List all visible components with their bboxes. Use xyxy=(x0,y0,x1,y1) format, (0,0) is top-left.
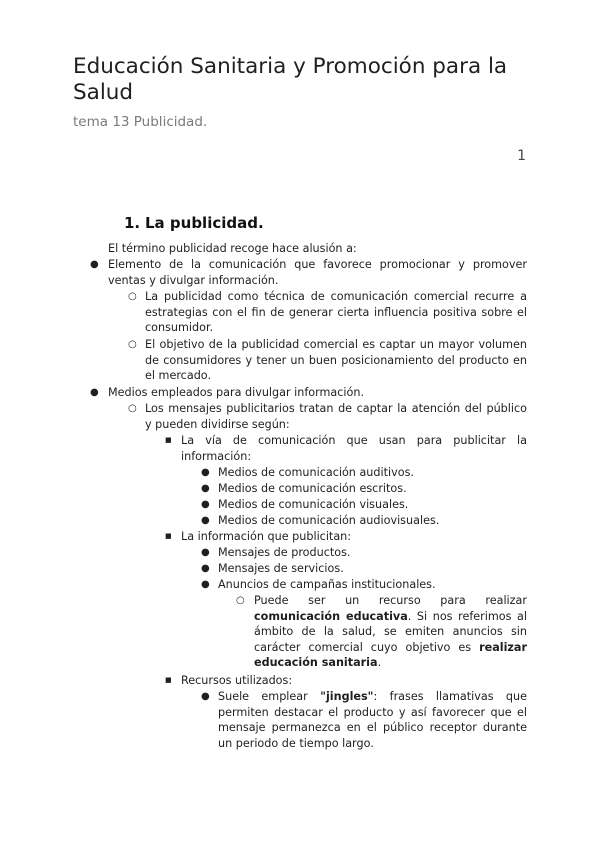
list-item: Medios de comunicación auditivos. xyxy=(218,466,414,479)
bullet-marker: ● xyxy=(201,515,210,526)
list-item: Mensajes de servicios. xyxy=(218,562,344,575)
document-title: Educación Sanitaria y Promoción para la Salud xyxy=(73,54,508,105)
bullet-marker: ○ xyxy=(236,595,245,606)
bullet-marker: ● xyxy=(201,547,210,558)
list-item: Medios de comunicación audiovisuales. xyxy=(218,514,440,527)
bullet-marker: ■ xyxy=(165,436,172,444)
bullet-marker: ● xyxy=(201,579,210,590)
bold-term: "jingles" xyxy=(320,690,374,703)
section-number: 1. xyxy=(124,214,141,232)
bullet-marker: ● xyxy=(201,563,210,574)
bullet-marker: ● xyxy=(201,467,210,478)
bullet-marker: ● xyxy=(201,483,210,494)
bold-term: realizar educación sanitaria xyxy=(254,640,527,669)
list-item: El objetivo de la publicidad comercial es captar un mayor volumen de consumidores y tener un buen posicionamiento del producto en el mercado. xyxy=(145,338,527,382)
section-title: La publicidad. xyxy=(145,214,264,232)
document-subtitle: tema 13 Publicidad. xyxy=(73,114,208,130)
list-item: Medios de comunicación escritos. xyxy=(218,482,407,495)
list-item: Medios de comunicación visuales. xyxy=(218,498,409,511)
list-item: Puede ser un recurso para realizar comunicación educativa. Si nos referimos al ámbito de la salud, se emiten anuncios sin carácter comercial cuyo objetivo es realizar educación sanitaria. xyxy=(254,594,527,669)
intro-text: El término publicidad recoge hace alusión a: xyxy=(108,242,357,255)
list-item: La información que publicitan: xyxy=(181,530,352,543)
bullet-marker: ● xyxy=(90,259,99,270)
list-item: Recursos utilizados: xyxy=(181,674,293,687)
bullet-marker: ■ xyxy=(165,532,172,540)
bullet-marker: ○ xyxy=(128,403,137,414)
list-item: La publicidad como técnica de comunicación comercial recurre a estrategias con el fin de generar cierta influencia positiva sobre el consumidor. xyxy=(145,290,527,334)
list-item: Medios empleados para divulgar información. xyxy=(108,386,365,399)
bullet-marker: ○ xyxy=(128,291,137,302)
bold-term: comunicación educativa xyxy=(254,609,408,623)
list-item: La vía de comunicación que usan para publicitar la información: xyxy=(181,434,527,463)
bullet-marker: ○ xyxy=(128,339,137,350)
list-item: Mensajes de productos. xyxy=(218,546,351,559)
list-item: Suele emplear "jingles": frases llamativas que permiten destacar el producto y así favorecer que el mensaje permanezca en el público receptor durante un periodo de tiempo largo. xyxy=(218,690,527,750)
list-item: Los mensajes publicitarios tratan de captar la atención del público y pueden dividirse según: xyxy=(145,402,527,431)
list-item: Elemento de la comunicación que favorece promocionar y promover ventas y divulgar información. xyxy=(108,258,527,287)
bullet-marker: ● xyxy=(201,691,210,702)
bullet-marker: ■ xyxy=(165,676,172,684)
section-heading xyxy=(124,214,264,232)
page-number: 1 xyxy=(517,148,526,164)
bullet-marker: ● xyxy=(201,499,210,510)
list-item: Anuncios de campañas institucionales. xyxy=(218,578,436,591)
bullet-marker: ● xyxy=(90,387,99,398)
